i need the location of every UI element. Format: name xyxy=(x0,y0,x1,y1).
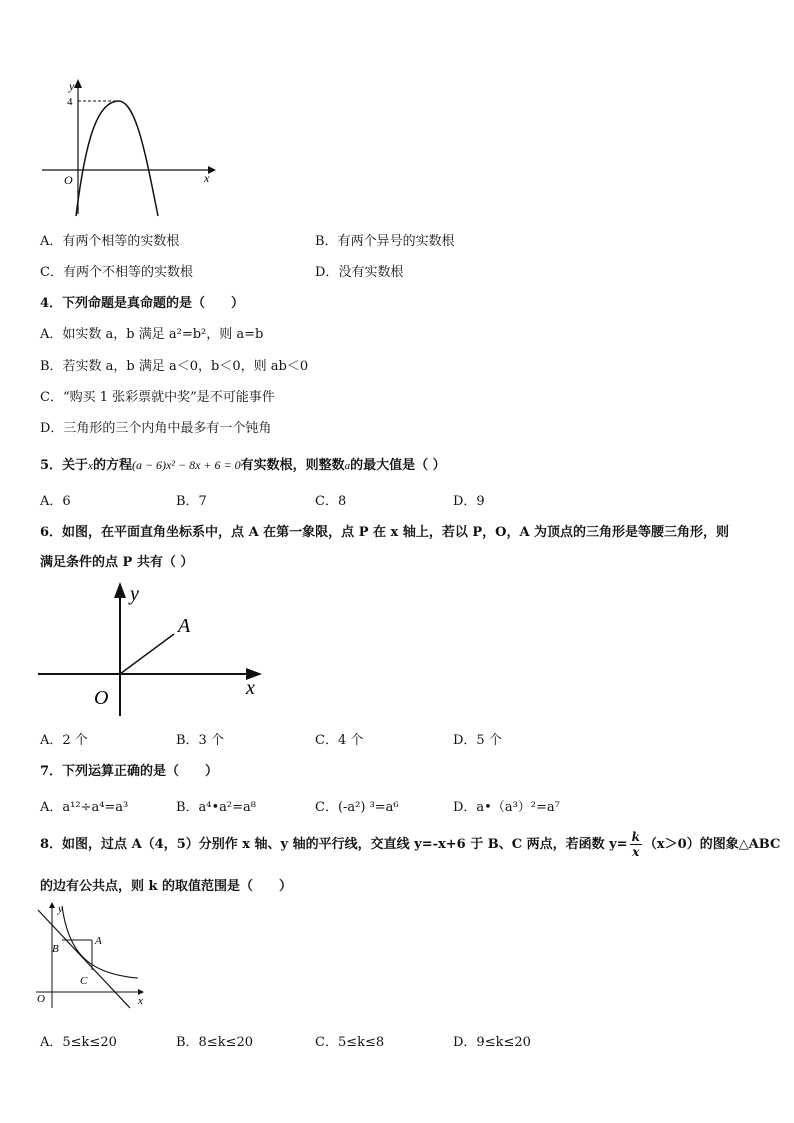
q5-var-a: a xyxy=(344,460,351,472)
q7-option-b[interactable]: B．a⁴•a²=a⁸ xyxy=(176,800,256,815)
q8-x-label: x xyxy=(138,995,143,1007)
q8-label-c: C xyxy=(80,975,88,987)
q3-option-d-text: 没有实数根 xyxy=(338,265,404,280)
q3-y-label: y xyxy=(69,79,75,93)
q8-y-arrow xyxy=(49,902,55,908)
q7-stem: 7．下列运算正确的是（ ） xyxy=(40,764,219,779)
q5-prefix: 5．关于 xyxy=(40,458,89,473)
q5-option-c[interactable]: C．8 xyxy=(315,494,347,509)
q8-label-a: A xyxy=(95,935,102,947)
q6-segment-oa xyxy=(120,634,174,674)
q3-origin-label: O xyxy=(64,173,73,187)
q4-option-c[interactable]: C．“购买 1 张彩票就中奖”是不可能事件 xyxy=(40,390,275,405)
q5-middle: 的方程 xyxy=(92,458,132,473)
q8-y-label: y xyxy=(58,903,63,915)
q4-option-b[interactable]: B．若实数 a，b 满足 a＜0，b＜0，则 ab＜0 xyxy=(40,359,309,374)
q3-option-b-text: 有两个异号的实数根 xyxy=(337,234,455,249)
q8-stem-line1 xyxy=(40,830,780,860)
q6-x-label: x xyxy=(246,677,255,699)
q8-option-b[interactable]: B．8≤k≤20 xyxy=(176,1035,254,1050)
q5-var-x: x xyxy=(88,460,93,472)
q5-suffix: 的最大值是（ ） xyxy=(350,458,446,473)
q3-parabola-curve-left xyxy=(76,101,158,216)
q5-equation: (a − 6)x² − 8x + 6 = 0 xyxy=(131,458,241,472)
q7-option-d[interactable]: D．a•（a³）²=a⁷ xyxy=(453,800,560,815)
q8-option-a[interactable]: A．5≤k≤20 xyxy=(40,1035,117,1050)
q3-tick-4-label: 4 xyxy=(67,96,73,108)
q4-stem: 4．下列命题是真命题的是（ ） xyxy=(40,296,245,311)
q3-option-a-text: 有两个相等的实数根 xyxy=(62,234,180,249)
q5-option-d[interactable]: D．9 xyxy=(453,494,485,509)
q8-fraction xyxy=(630,830,642,859)
q3-option-b[interactable] xyxy=(315,230,455,249)
q8-fraction-numerator: k xyxy=(631,830,640,844)
q6-y-label: y xyxy=(130,583,139,605)
q6-coordinate-graph xyxy=(36,578,272,720)
q4-option-a[interactable]: A．如实数 a，b 满足 a²=b²，则 a=b xyxy=(40,327,264,342)
q6-stem-line1: 6．如图，在平面直角坐标系中，点 A 在第一象限，点 P 在 x 轴上，若以 P，O，A 为顶点的三角形是等腰三角形，则 xyxy=(40,525,730,540)
q7-option-a[interactable]: A．a¹²÷a⁴=a³ xyxy=(40,800,129,815)
q8-line1-post: （x＞0）的图象△ABC xyxy=(643,837,781,852)
q6-stem-line2: 满足条件的点 P 共有（ ） xyxy=(40,555,194,570)
q5-option-b[interactable]: B．7 xyxy=(176,494,207,509)
q3-option-c-text: 有两个不相等的实数根 xyxy=(62,265,193,280)
q5-option-a[interactable]: A．6 xyxy=(40,494,71,509)
q3-option-b-letter: B． xyxy=(315,234,338,249)
q6-option-d[interactable]: D．5 个 xyxy=(453,733,502,748)
q6-option-b[interactable]: B．3 个 xyxy=(176,733,224,748)
q3-option-d[interactable] xyxy=(315,261,403,280)
q6-point-a-label: A xyxy=(178,615,191,637)
q3-y-arrow xyxy=(74,79,82,88)
q4-option-d[interactable]: D．三角形的三个内角中最多有一个钝角 xyxy=(40,421,272,436)
q3-option-c-letter: C． xyxy=(40,265,63,280)
q8-function-graph xyxy=(34,900,150,1012)
q8-stem-line2: 的边有公共点，则 k 的取值范围是（ ） xyxy=(40,879,293,894)
q8-fraction-denominator: x xyxy=(632,845,640,859)
q8-option-d[interactable]: D．9≤k≤20 xyxy=(453,1035,531,1050)
q3-option-c[interactable] xyxy=(40,261,193,280)
q3-option-d-letter: D． xyxy=(315,265,339,280)
q8-label-b: B xyxy=(52,943,59,955)
q8-origin-label: O xyxy=(37,993,45,1005)
q6-origin-label: O xyxy=(94,687,109,709)
q8-line1-pre: 8．如图，过点 A（4，5）分别作 x 轴、y 轴的平行线，交直线 y=-x+6 于 B、C 两点，若函数 y= xyxy=(40,837,628,852)
q7-option-c[interactable]: C．(-a²) ³=a⁶ xyxy=(315,800,399,815)
q6-option-c[interactable]: C．4 个 xyxy=(315,733,364,748)
q5-stem xyxy=(40,454,446,473)
q8-option-c[interactable]: C．5≤k≤8 xyxy=(315,1035,385,1050)
q6-option-a[interactable]: A．2 个 xyxy=(40,733,88,748)
q3-parabola-graph xyxy=(36,76,226,218)
q5-after: 有实数根，则整数 xyxy=(240,458,345,473)
q3-option-a[interactable] xyxy=(40,230,179,249)
q3-x-label: x xyxy=(204,171,210,185)
q6-y-arrow xyxy=(114,582,126,598)
q3-option-a-letter: A． xyxy=(40,234,63,249)
